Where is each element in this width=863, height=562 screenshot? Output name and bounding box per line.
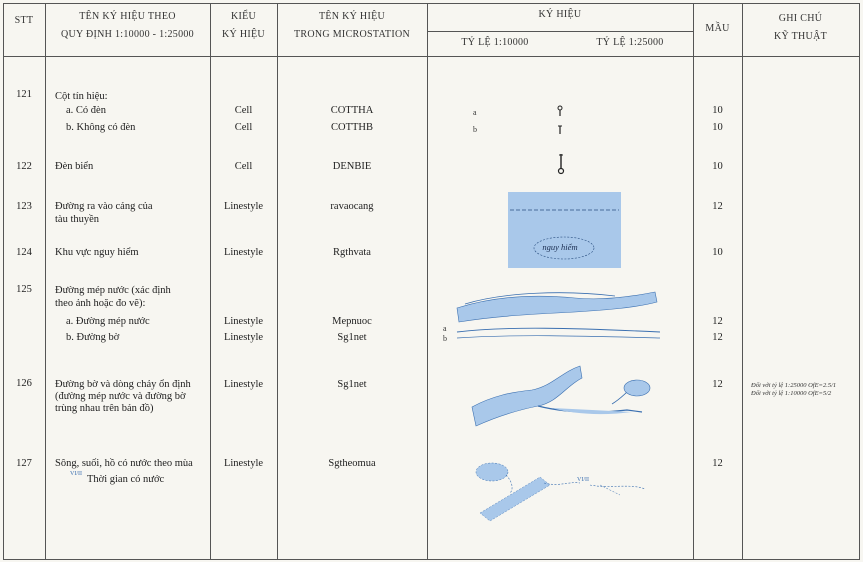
type-124: Linestyle <box>223 247 264 258</box>
name-122: Đèn biển <box>55 161 94 172</box>
name-127: Sông, suối, hồ có nước theo mùa <box>55 458 193 469</box>
header-ms-l1: TÊN KÝ HIỆU <box>318 11 386 22</box>
lighthouse-icon <box>554 152 568 176</box>
color-125a: 12 <box>712 316 723 327</box>
stable-shoreline-symbol <box>462 362 672 430</box>
grid-line <box>427 31 693 32</box>
color-121a: 10 <box>712 105 723 116</box>
stt-124: 124 <box>16 247 32 258</box>
header-ms-l2: TRONG MICROSTATION <box>294 29 410 40</box>
type-125b: Linestyle <box>223 332 264 343</box>
grid-line <box>3 3 860 4</box>
name-126-l1: Đường bờ và dòng chảy ổn định <box>55 379 191 390</box>
color-123: 12 <box>712 201 723 212</box>
signal-post-icon <box>553 104 567 136</box>
type-122: Cell <box>234 161 253 172</box>
header-name-l2: QUY ĐỊNH 1:10000 - 1:25000 <box>61 29 194 40</box>
type-121a: Cell <box>234 105 253 116</box>
color-127: 12 <box>712 458 723 469</box>
header-symbol: KÝ HIỆU <box>538 9 582 20</box>
ms-125a: Mepnuoc <box>332 316 372 327</box>
color-122: 10 <box>712 161 723 172</box>
shoreline-symbol <box>455 288 665 343</box>
mark-125b: b <box>443 334 447 343</box>
type-126: Linestyle <box>223 379 264 390</box>
type-125a: Linestyle <box>223 316 264 327</box>
grid-line <box>859 3 860 560</box>
name-121b: b. Không có đèn <box>66 122 136 133</box>
grid-line <box>3 3 4 560</box>
note-126-l2: Đối với tỷ lệ 1:10000 OfE=5/2 <box>751 390 832 397</box>
stt-123: 123 <box>16 201 32 212</box>
danger-area-label: nguy hiểm <box>542 242 578 252</box>
header-color: MẦU <box>705 23 730 34</box>
ms-126: Sg1net <box>337 379 367 390</box>
color-125b: 12 <box>712 332 723 343</box>
header-type-l1: KIỂU <box>230 11 257 22</box>
stt-125: 125 <box>16 284 32 295</box>
name-127-prefix: VI/II <box>70 471 82 477</box>
header-stt: STT <box>14 15 34 26</box>
name-123-l1: Đường ra vào cảng của <box>55 201 153 212</box>
ms-121b: COTTHB <box>331 122 373 133</box>
mark-121b: b <box>473 125 477 134</box>
seasonal-water-label: VI/II <box>577 477 589 483</box>
stt-122: 122 <box>16 161 32 172</box>
name-123-l2: tàu thuyền <box>55 214 100 225</box>
name-121: Cột tín hiệu: <box>55 91 108 102</box>
header-type-l2: KÝ HIỆU <box>222 29 265 40</box>
mark-125a: a <box>443 324 447 333</box>
name-126-l3: trùng nhau trên bản đồ) <box>55 403 154 414</box>
grid-line <box>693 3 694 560</box>
grid-line <box>742 3 743 560</box>
name-126-l2: (đường mép nước và đường bờ <box>55 391 186 402</box>
grid-line <box>3 559 860 560</box>
type-121b: Cell <box>234 122 253 133</box>
type-123: Linestyle <box>223 201 264 212</box>
seasonal-water-symbol <box>470 455 670 525</box>
name-121a: a. Có đèn <box>66 105 106 116</box>
mark-121a: a <box>473 108 477 117</box>
header-note-l2: KỸ THUẬT <box>773 31 828 42</box>
ms-122: DENBIE <box>332 161 372 172</box>
name-127-sub: Thời gian có nước <box>87 474 165 485</box>
ms-125b: Sg1net <box>337 332 367 343</box>
grid-line <box>277 3 278 560</box>
grid-line <box>210 3 211 560</box>
ms-127: Sgtheomua <box>328 458 376 469</box>
color-126: 12 <box>712 379 723 390</box>
header-scale-10000: TỶ LỆ 1:10000 <box>461 37 529 48</box>
type-127: Linestyle <box>223 458 264 469</box>
ms-123: ravaocang <box>330 201 374 212</box>
header-name-l1: TÊN KÝ HIỆU THEO <box>79 11 176 22</box>
grid-line <box>427 3 428 560</box>
stt-127: 127 <box>16 458 32 469</box>
grid-line <box>3 56 860 57</box>
grid-line <box>45 3 46 560</box>
stt-121: 121 <box>16 89 32 100</box>
name-124: Khu vực nguy hiểm <box>55 247 139 258</box>
name-125b: b. Đường bờ <box>66 332 120 343</box>
note-126-l1: Đối với tỷ lệ 1:25000 OfE=2.5/1 <box>751 382 837 389</box>
ms-121a: COTTHA <box>330 105 374 116</box>
header-scale-25000: TỶ LỆ 1:25000 <box>596 37 664 48</box>
ms-124: Rgthvata <box>333 247 371 258</box>
name-125-l2: theo ảnh hoặc đo vẽ): <box>55 298 146 309</box>
color-124: 10 <box>712 247 723 258</box>
color-121b: 10 <box>712 122 723 133</box>
stt-126: 126 <box>16 378 32 389</box>
harbor-channel-symbol <box>508 192 621 268</box>
header-note-l1: GHI CHÚ <box>778 13 823 24</box>
name-125-l1: Đường mép nước (xác định <box>55 285 171 296</box>
name-125a: a. Đường mép nước <box>66 316 150 327</box>
